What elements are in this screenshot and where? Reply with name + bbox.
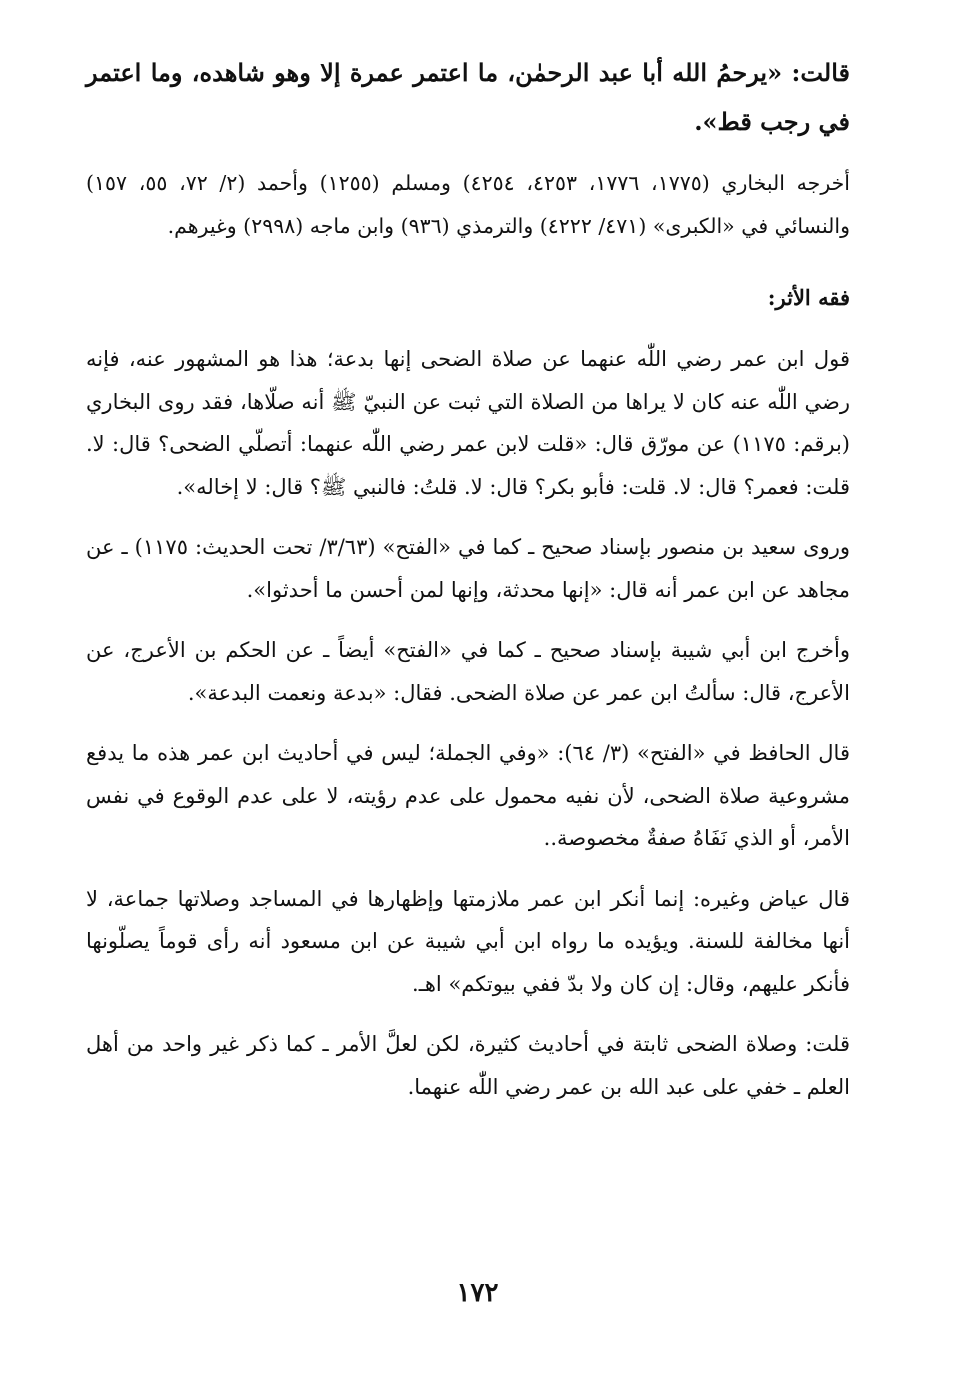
opening-quote: قالت: «يرحمُ الله أبا عبد الرحمٰن، ما اعتمر عمرة إلا وهو شاهده، وما اعتمر في رجب قط». xyxy=(86,58,850,136)
paragraph-ibn-umar-bidah: قول ابن عمر رضي اللّٰه عنهما عن صلاة الضحى إنها بدعة؛ هذا هو المشهور عنه، فإنه رضي اللّٰه عنه كان لا يراها من الصلاة التي ثبت عن النبيّ ﷺ أنه صلّاها، فقد روى البخاري (برقم: ١١٧٥) عن مورّق قال: «قلت لابن عمر رضي اللّٰه عنهما: أتصلّي الضحى؟ قال: لا. قلت: فعمر؟ قال: لا. قلت: فأبو بكر؟ قال: لا. قلتُ: فالنبي ﷺ؟ قال: لا إخاله». xyxy=(86,347,851,499)
paragraph-hafiz-fath: قال الحافظ في «الفتح» (٣/ ٦٤): «وفي الجملة؛ ليس في أحاديث ابن عمر هذه ما يدفع مشروعية صلاة الضحى، لأن نفيه محمول على عدم رؤيته، لا على عدم الوقوع في نفس الأمر، أو الذي نَفَاهُ صفةٌ مخصوصة.. xyxy=(86,741,850,850)
page-body xyxy=(86,48,850,1126)
paragraph-iyad: قال عياض وغيره: إنما أنكر ابن عمر ملازمتها وإظهارها في المساجد وصلاتها جماعة، لا أنها مخالفة للسنة. ويؤيده ما رواه ابن أبي شيبة عن ابن مسعود أنه رأى قوماً يصلّونها فأنكر عليهم، وقال: إن كان ولا بدّ ففي بيوتكم» اهـ. xyxy=(86,886,850,996)
page-number: ١٧٢ xyxy=(456,1278,499,1308)
paragraph-ibn-abi-shaybah: وأخرج ابن أبي شيبة بإسناد صحيح ـ كما في «الفتح» أيضاً ـ عن الحكم بن الأعرج، عن الأعرج، قال: سألتُ ابن عمر عن صلاة الضحى. فقال: «بدعة ونعمت البدعة». xyxy=(86,638,850,705)
hadith-sources: أخرجه البخاري (١٧٧٥، ١٧٧٦، ٤٢٥٣، ٤٢٥٤) ومسلم (١٢٥٥) وأحمد (٢/ ٧٢، ٥٥، ١٥٧) والنسائي في «الكبرى» (٤٧١/ ٤٢٢٢) والترمذي (٩٣٦) وابن ماجه (٢٩٩٨) وغيرهم. xyxy=(86,171,850,238)
paragraph-conclusion: قلت: وصلاة الضحى ثابتة في أحاديث كثيرة، لكن لعلَّ الأمر ـ كما ذكر غير واحد من أهل العلم ـ خفي على عبد الله بن عمر رضي اللّٰه عنهما. xyxy=(86,1032,850,1099)
section-heading: فقه الأثر: xyxy=(767,285,850,310)
paragraph-said-ibn-mansur: وروى سعيد بن منصور بإسناد صحيح ـ كما في «الفتح» (٣/٦٣/ تحت الحديث: ١١٧٥) ـ عن مجاهد عن ابن عمر أنه قال: «إنها محدثة، وإنها لمن أحسن ما أحدثوا». xyxy=(86,535,851,602)
